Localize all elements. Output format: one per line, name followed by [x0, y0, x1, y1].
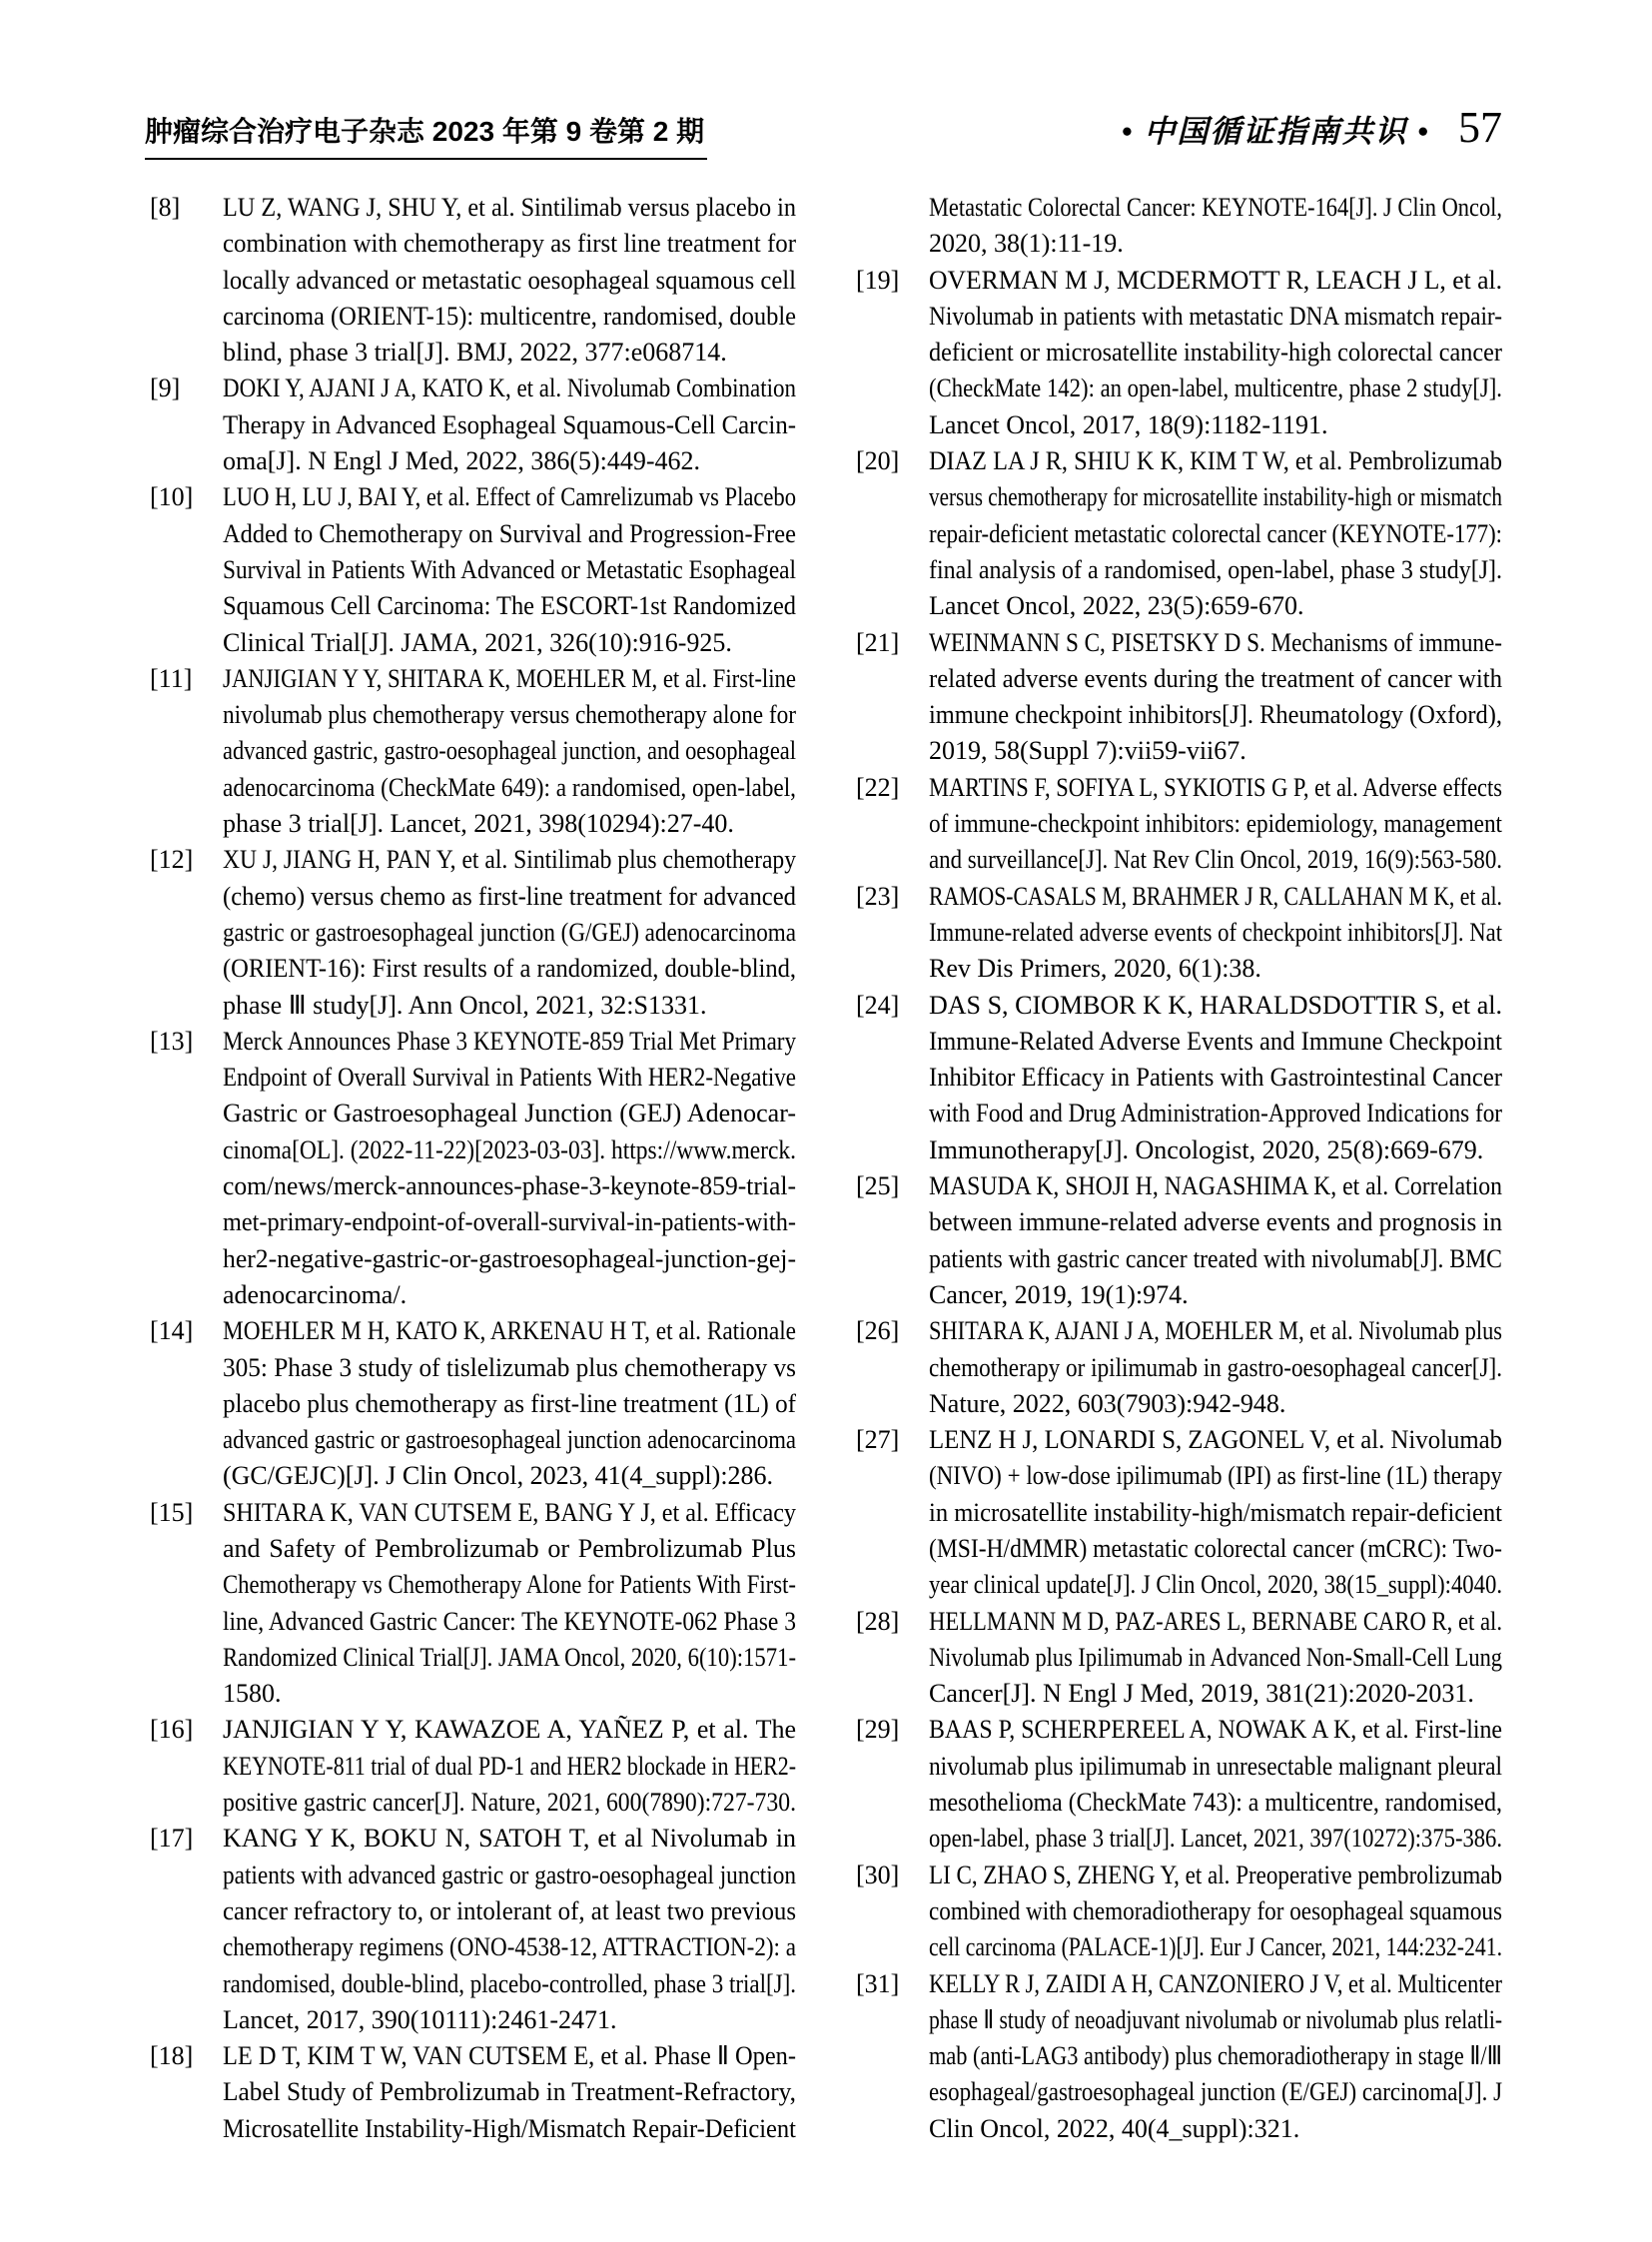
reference-entry [150, 1821, 796, 2038]
reference-line-text: chemotherapy or ipilimumab in gastro-oesophageal cancer[J]. [929, 1352, 1502, 1382]
reference-line [223, 1966, 796, 2002]
reference-number: [27] [856, 1425, 900, 1455]
reference-line [223, 1749, 796, 1785]
reference-line [929, 1204, 1502, 1240]
reference-line-text: adenocarcinoma/. [223, 1279, 408, 1309]
reference-entry [150, 190, 796, 371]
reference-line-text: mesothelioma (CheckMate 743): a multicentre, randomised, [929, 1788, 1502, 1818]
reference-line [223, 552, 796, 588]
reference-line-text: advanced gastric, gastro-oesophageal junction, and oesophageal [223, 736, 796, 766]
reference-number: [8] [150, 193, 181, 222]
reference-line-text: between immune-related adverse events and prognosis in [929, 1207, 1502, 1237]
reference-line [929, 1241, 1502, 1277]
reference-line-text: (NIVO) + low-dose ipilimumab (IPI) as first-line (1L) therapy [929, 1461, 1502, 1491]
reference-line-text: repair-deficient metastatic colorectal cancer (KEYNOTE-177): [929, 518, 1502, 548]
reference-line [929, 479, 1502, 515]
reference-line [929, 1785, 1502, 1821]
reference-line [929, 951, 1502, 987]
reference-line-text: Added to Chemotherapy on Survival and Progression-Free [223, 518, 796, 548]
reference-line-text: Immunotherapy[J]. Oncologist, 2020, 25(8):669-679. [929, 1134, 1484, 1164]
reference-line-text: (MSI-H/dMMR) metastatic colorectal cancer (mCRC): Two- [929, 1533, 1502, 1563]
reference-line-text: in microsatellite instability-high/mismatch repair-deficient [929, 1497, 1502, 1527]
reference-line-text: Label Study of Pembrolizumab in Treatment-Refractory, [223, 2077, 796, 2107]
reference-line [223, 479, 796, 515]
reference-line [929, 1386, 1502, 1422]
reference-line [929, 1604, 1502, 1640]
reference-line [223, 190, 796, 226]
reference-line-text: final analysis of a randomised, open-label, phase 3 study[J]. [929, 554, 1502, 584]
reference-entry [150, 479, 796, 660]
reference-line-text: Survival in Patients With Advanced or Metastatic Esophageal [223, 554, 796, 584]
reference-line [929, 1422, 1502, 1458]
reference-number: [17] [150, 1824, 194, 1854]
reference-line-text: XU J, JIANG H, PAN Y, et al. Sintilimab plus chemotherapy [223, 845, 796, 875]
reference-line-text: DOKI Y, AJANI J A, KATO K, et al. Nivolumab Combination [223, 374, 796, 403]
reference-line [223, 299, 796, 335]
reference-entry [150, 1712, 796, 1821]
reference-line-text: with Food and Drug Administration-Approved Indications for [929, 1099, 1502, 1128]
reference-line-text: patients with advanced gastric or gastro-oesophageal junction [223, 1860, 796, 1889]
reference-line-text: Immune-Related Adverse Events and Immune Checkpoint [929, 1026, 1502, 1056]
reference-number: [22] [856, 772, 900, 802]
reference-line-text: LENZ H J, LONARDI S, ZAGONEL V, et al. Nivolumab [929, 1425, 1502, 1455]
reference-line [223, 2002, 796, 2038]
reference-line-text: (CheckMate 142): an open-label, multicentre, phase 2 study[J]. [929, 374, 1502, 403]
reference-line-text: Rev Dis Primers, 2020, 6(1):38. [929, 954, 1261, 984]
reference-line-text: of immune-checkpoint inhibitors: epidemiology, management [929, 809, 1502, 839]
reference-number: [12] [150, 845, 194, 875]
reference-line [223, 1640, 796, 1676]
reference-line-text: 2019, 58(Suppl 7):vii59-vii67. [929, 736, 1246, 766]
reference-number: [21] [856, 627, 900, 657]
reference-line [929, 806, 1502, 842]
reference-line [929, 1096, 1502, 1131]
reference-line [223, 2074, 796, 2110]
reference-line [223, 697, 796, 733]
reference-line [929, 1313, 1502, 1349]
reference-line-text: phase Ⅱ study of neoadjuvant nivolumab or nivolumab plus relatli- [929, 2004, 1502, 2034]
reference-line-text: cancer refractory to, or intolerant of, at least two previous [223, 1895, 796, 1925]
reference-line-text: Nivolumab plus Ipilimumab in Advanced Non-Small-Cell Lung [929, 1642, 1502, 1672]
reference-line-text: SHITARA K, VAN CUTSEM E, BANG Y J, et al. Efficacy [223, 1497, 796, 1527]
reference-line-text: cinoma[OL]. (2022-11-22)[2023-03-03]. https://www.merck. [223, 1134, 796, 1164]
section-label: • 中国循证指南共识 • [1121, 114, 1430, 149]
reference-line [929, 2002, 1502, 2038]
reference-entry [150, 1495, 796, 1713]
reference-line [223, 1350, 796, 1386]
reference-line-text: locally advanced or metastatic oesophageal squamous cell [223, 265, 796, 295]
reference-line [929, 1858, 1502, 1893]
reference-line [223, 625, 796, 661]
reference-line-text: mab (anti-LAG3 antibody) plus chemoradiotherapy in stage Ⅱ/Ⅲ [929, 2041, 1502, 2071]
reference-line [223, 226, 796, 262]
reference-line [929, 1277, 1502, 1313]
reference-line [223, 842, 796, 878]
reference-line-text: (ORIENT-16): First results of a randomized, double-blind, [223, 954, 796, 984]
reference-line [929, 407, 1502, 443]
reference-number: [23] [856, 881, 900, 911]
reference-number: [18] [150, 2041, 194, 2071]
reference-line [929, 1567, 1502, 1603]
reference-line-text: combined with chemoradiotherapy for oesophageal squamous [929, 1895, 1502, 1925]
reference-number: [19] [856, 265, 900, 295]
reference-line-text: patients with gastric cancer treated with nivolumab[J]. BMC [929, 1243, 1502, 1273]
reference-line [929, 988, 1502, 1024]
reference-line [223, 1676, 796, 1712]
reference-line-text: phase 3 trial[J]. Lancet, 2021, 398(10294):27-40. [223, 809, 734, 839]
reference-line-text: nivolumab plus ipilimumab in unresectable malignant pleural [929, 1751, 1502, 1781]
reference-line-text: versus chemotherapy for microsatellite instability-high or mismatch [929, 482, 1502, 512]
reference-line [223, 1024, 796, 1060]
reference-number: [14] [150, 1316, 194, 1346]
reference-line [223, 988, 796, 1024]
reference-line [929, 1060, 1502, 1096]
reference-line-text: chemotherapy regimens (ONO-4538-12, ATTRACTION-2): a [223, 1932, 796, 1962]
reference-line [223, 335, 796, 371]
reference-line [929, 770, 1502, 806]
reference-line [929, 1458, 1502, 1494]
reference-entry [856, 1966, 1502, 2147]
reference-line-text: LUO H, LU J, BAI Y, et al. Effect of Camrelizumab vs Placebo [223, 482, 796, 512]
reference-line [223, 1929, 796, 1965]
reference-line [929, 1893, 1502, 1929]
reference-entry [856, 625, 1502, 770]
reference-line-text: KEYNOTE-811 trial of dual PD-1 and HER2 blockade in HER2- [223, 1751, 796, 1781]
reference-line [223, 1785, 796, 1821]
reference-entry [856, 1313, 1502, 1422]
reference-line-text: met-primary-endpoint-of-overall-survival-in-patients-with- [223, 1207, 796, 1237]
reference-line [929, 371, 1502, 406]
reference-line [929, 1168, 1502, 1204]
reference-line-text: nivolumab plus chemotherapy versus chemotherapy alone for [223, 700, 796, 730]
reference-line-text: advanced gastric or gastroesophageal junction adenocarcinoma [223, 1425, 796, 1455]
reference-line-text: Gastric or Gastroesophageal Junction (GEJ) Adenocar- [223, 1099, 796, 1128]
reference-line-text: Randomized Clinical Trial[J]. JAMA Oncol, 2020, 6(10):1571- [223, 1642, 796, 1672]
reference-line [929, 1531, 1502, 1567]
reference-line-text: Merck Announces Phase 3 KEYNOTE-859 Trial Met Primary [223, 1026, 796, 1056]
reference-line-text: combination with chemotherapy as first line treatment for [223, 229, 796, 259]
reference-line [223, 951, 796, 987]
reference-line [929, 1676, 1502, 1712]
reference-line [929, 1821, 1502, 1857]
reference-line [223, 1277, 796, 1313]
reference-line-text: Inhibitor Efficacy in Patients with Gastrointestinal Cancer [929, 1063, 1502, 1093]
reference-entry [856, 1604, 1502, 1713]
reference-number: [10] [150, 482, 194, 512]
reference-entry [150, 661, 796, 842]
reference-line-text: LU Z, WANG J, SHU Y, et al. Sintilimab versus placebo in [223, 193, 796, 222]
reference-line [223, 1313, 796, 1349]
reference-line [223, 2038, 796, 2074]
reference-number: [24] [856, 990, 900, 1020]
header-right [1121, 103, 1502, 152]
reference-line [223, 733, 796, 769]
reference-line-text: year clinical update[J]. J Clin Oncol, 2020, 38(15_suppl):4040. [929, 1570, 1502, 1600]
reference-line [929, 443, 1502, 479]
reference-line-text: Cancer, 2019, 19(1):974. [929, 1279, 1189, 1309]
reference-line [929, 299, 1502, 335]
reference-line [223, 2111, 796, 2147]
reference-line-text: Microsatellite Instability-High/Mismatch Repair-Deficient [223, 2113, 796, 2143]
reference-line [223, 1712, 796, 1748]
reference-line [223, 1858, 796, 1893]
reference-line-text: randomised, double-blind, placebo-controlled, phase 3 trial[J]. [223, 1968, 796, 1998]
reference-line [929, 1966, 1502, 2002]
reference-line-text: BAAS P, SCHERPEREEL A, NOWAK A K, et al. First-line [929, 1715, 1502, 1745]
reference-line [223, 770, 796, 806]
reference-line [223, 1386, 796, 1422]
reference-line-text: Lancet Oncol, 2017, 18(9):1182-1191. [929, 409, 1328, 439]
reference-line [929, 879, 1502, 915]
reference-line-text: LE D T, KIM T W, VAN CUTSEM E, et al. Phase Ⅱ Open- [223, 2041, 796, 2071]
reference-line-text: Immune-related adverse events of checkpoint inhibitors[J]. Nat [929, 917, 1502, 947]
reference-entry [856, 879, 1502, 988]
reference-number: [31] [856, 1968, 900, 1998]
reference-entry [856, 443, 1502, 624]
reference-number: [28] [856, 1606, 900, 1636]
reference-line-text: JANJIGIAN Y Y, SHITARA K, MOEHLER M, et al. First-line [223, 663, 796, 693]
reference-entry [856, 1168, 1502, 1313]
reference-line-text: adenocarcinoma (CheckMate 649): a randomised, open-label, [223, 772, 796, 802]
reference-line-text: open-label, phase 3 trial[J]. Lancet, 2021, 397(10272):375-386. [929, 1824, 1502, 1854]
reference-number: [11] [150, 663, 193, 693]
reference-line-text: KANG Y K, BOKU N, SATOH T, et al Nivolumab in [223, 1824, 796, 1854]
reference-line-text: blind, phase 3 trial[J]. BMJ, 2022, 377:e068714. [223, 338, 727, 368]
reference-line [223, 1495, 796, 1531]
reference-line-text: immune checkpoint inhibitors[J]. Rheumatology (Oxford), [929, 700, 1502, 730]
reference-line-text: oma[J]. N Engl J Med, 2022, 386(5):449-462. [223, 446, 701, 476]
reference-line [223, 588, 796, 624]
reference-line [929, 552, 1502, 588]
reference-line [223, 1168, 796, 1204]
reference-number: [9] [150, 374, 181, 403]
reference-line-text: RAMOS-CASALS M, BRAHMER J R, CALLAHAN M K, et al. [929, 881, 1502, 911]
reference-line-text: and surveillance[J]. Nat Rev Clin Oncol, 2019, 16(9):563-580. [929, 845, 1502, 875]
reference-line [223, 1422, 796, 1458]
reference-line-text: LI C, ZHAO S, ZHENG Y, et al. Preoperative pembrolizumab [929, 1860, 1502, 1889]
reference-line [929, 661, 1502, 697]
reference-line-text: Squamous Cell Carcinoma: The ESCORT-1st Randomized [223, 591, 796, 621]
reference-line-text: Therapy in Advanced Esophageal Squamous-Cell Carcin- [223, 409, 796, 439]
reference-entry [856, 263, 1502, 443]
reference-line-text: DIAZ LA J R, SHIU K K, KIM T W, et al. Pembrolizumab [929, 446, 1502, 476]
reference-line [929, 1712, 1502, 1748]
reference-number: [29] [856, 1715, 900, 1745]
reference-entry [856, 988, 1502, 1168]
reference-line [929, 190, 1502, 226]
reference-line-text: carcinoma (ORIENT-15): multicentre, randomised, double [223, 301, 796, 331]
reference-line [223, 1567, 796, 1603]
reference-number: [20] [856, 446, 900, 476]
reference-entry [856, 190, 1502, 263]
reference-line [929, 2074, 1502, 2110]
reference-line [223, 407, 796, 443]
reference-number: [16] [150, 1715, 194, 1745]
reference-entry [856, 1858, 1502, 1966]
reference-line-text: Cancer[J]. N Engl J Med, 2019, 381(21):2020-2031. [929, 1679, 1474, 1709]
reference-line-text: JANJIGIAN Y Y, KAWAZOE A, YAÑEZ P, et al. The [223, 1715, 796, 1745]
reference-line [223, 1060, 796, 1096]
reference-line-text: KELLY R J, ZAIDI A H, CANZONIERO J V, et al. Multicenter [929, 1968, 1502, 1998]
reference-line-text: (GC/GEJC)[J]. J Clin Oncol, 2023, 41(4_suppl):286. [223, 1461, 774, 1491]
references-column-left [150, 190, 796, 2147]
reference-line-text: Clin Oncol, 2022, 40(4_suppl):321. [929, 2113, 1300, 2143]
reference-line [223, 263, 796, 299]
reference-line [929, 226, 1502, 262]
references-column-right [856, 190, 1502, 2147]
reference-line [929, 335, 1502, 371]
reference-line-text: 1580. [223, 1679, 282, 1709]
reference-entry [856, 1422, 1502, 1603]
reference-line [223, 1531, 796, 1567]
reference-line [223, 443, 796, 479]
reference-line [929, 588, 1502, 624]
reference-line [223, 371, 796, 406]
reference-line-text: 2020, 38(1):11-19. [929, 229, 1124, 259]
reference-line-text: deficient or microsatellite instability-high colorectal cancer [929, 338, 1502, 368]
reference-line-text: Endpoint of Overall Survival in Patients With HER2-Negative [223, 1063, 796, 1093]
reference-number: [30] [856, 1860, 900, 1889]
reference-line [929, 842, 1502, 878]
reference-line-text: Metastatic Colorectal Cancer: KEYNOTE-164[J]. J Clin Oncol, [929, 193, 1502, 222]
reference-line-text: MARTINS F, SOFIYA L, SYKIOTIS G P, et al. Adverse effects [929, 772, 1502, 802]
reference-line [223, 1241, 796, 1277]
reference-number: [25] [856, 1171, 900, 1201]
reference-line-text: MASUDA K, SHOJI H, NAGASHIMA K, et al. Correlation [929, 1171, 1502, 1201]
reference-line [929, 625, 1502, 661]
reference-line-text: DAS S, CIOMBOR K K, HARALDSDOTTIR S, et al. [929, 990, 1502, 1020]
reference-entry [856, 770, 1502, 879]
reference-line-text: com/news/merck-announces-phase-3-keynote-859-trial- [223, 1171, 796, 1201]
page-number: 57 [1458, 103, 1502, 152]
reference-line-text: gastric or gastroesophageal junction (G/GEJ) adenocarcinoma [223, 917, 796, 947]
reference-number: [15] [150, 1497, 194, 1527]
reference-line-text: (chemo) versus chemo as first-line treatment for advanced [223, 881, 796, 911]
reference-line [223, 879, 796, 915]
reference-entry [150, 1024, 796, 1313]
reference-line-text: Nivolumab in patients with metastatic DNA mismatch repair- [929, 301, 1502, 331]
reference-line-text: Chemotherapy vs Chemotherapy Alone for Patients With First- [223, 1570, 796, 1600]
reference-line-text: related adverse events during the treatment of cancer with [929, 663, 1502, 693]
reference-entry [150, 371, 796, 479]
reference-line [929, 733, 1502, 769]
reference-entry [150, 1313, 796, 1494]
reference-line-text: line, Advanced Gastric Cancer: The KEYNOTE-062 Phase 3 [223, 1606, 796, 1636]
reference-line [223, 1458, 796, 1494]
reference-line-text: cell carcinoma (PALACE-1)[J]. Eur J Cancer, 2021, 144:232-241. [929, 1932, 1502, 1962]
reference-line-text: esophageal/gastroesophageal junction (E/GEJ) carcinoma[J]. J [929, 2077, 1502, 2107]
reference-line [223, 1096, 796, 1131]
reference-line [223, 1893, 796, 1929]
reference-line [223, 1132, 796, 1168]
reference-line-text: Lancet, 2017, 390(10111):2461-2471. [223, 2004, 617, 2034]
reference-line-text: SHITARA K, AJANI J A, MOEHLER M, et al. Nivolumab plus [929, 1316, 1502, 1346]
reference-line-text: phase Ⅲ study[J]. Ann Oncol, 2021, 32:S1331. [223, 990, 707, 1020]
reference-line-text: Lancet Oncol, 2022, 23(5):659-670. [929, 591, 1304, 621]
reference-line [929, 516, 1502, 552]
reference-line-text: and Safety of Pembrolizumab or Pembrolizumab Plus [223, 1533, 796, 1563]
reference-line [929, 1749, 1502, 1785]
reference-line [223, 1604, 796, 1640]
reference-line [929, 2111, 1502, 2147]
reference-line-text: OVERMAN M J, MCDERMOTT R, LEACH J L, et al. [929, 265, 1502, 295]
reference-line-text: HELLMANN M D, PAZ-ARES L, BERNABE CARO R, et al. [929, 1606, 1502, 1636]
reference-line-text: MOEHLER M H, KATO K, ARKENAU H T, et al. Rationale [223, 1316, 796, 1346]
reference-number: [13] [150, 1026, 194, 1056]
reference-line-text: WEINMANN S C, PISETSKY D S. Mechanisms of immune- [929, 627, 1502, 657]
reference-entry [150, 2038, 796, 2147]
reference-line-text: her2-negative-gastric-or-gastroesophageal-junction-gej- [223, 1243, 796, 1273]
reference-number: [26] [856, 1316, 900, 1346]
reference-line [223, 1821, 796, 1857]
reference-line [929, 1640, 1502, 1676]
reference-line [223, 1204, 796, 1240]
reference-line [929, 1350, 1502, 1386]
reference-line [223, 661, 796, 697]
reference-line-text: placebo plus chemotherapy as first-line treatment (1L) of [223, 1388, 796, 1418]
reference-line [929, 1132, 1502, 1168]
reference-line [929, 697, 1502, 733]
reference-line-text: 305: Phase 3 study of tislelizumab plus chemotherapy vs [223, 1352, 796, 1382]
reference-line [223, 915, 796, 951]
reference-line-text: positive gastric cancer[J]. Nature, 2021, 600(7890):727-730. [223, 1788, 796, 1818]
reference-entry [856, 1712, 1502, 1857]
reference-line [929, 1495, 1502, 1531]
reference-line [929, 1929, 1502, 1965]
reference-entry [150, 842, 796, 1023]
reference-line-text: Nature, 2022, 603(7903):942-948. [929, 1388, 1286, 1418]
reference-line-text: Clinical Trial[J]. JAMA, 2021, 326(10):916-925. [223, 627, 732, 657]
reference-line [929, 1024, 1502, 1060]
reference-line [929, 2038, 1502, 2074]
journal-title: 肿瘤综合治疗电子杂志 2023 年第 9 卷第 2 期 [145, 110, 707, 160]
reference-line [223, 516, 796, 552]
reference-line [223, 806, 796, 842]
reference-line [929, 915, 1502, 951]
reference-line [929, 263, 1502, 299]
